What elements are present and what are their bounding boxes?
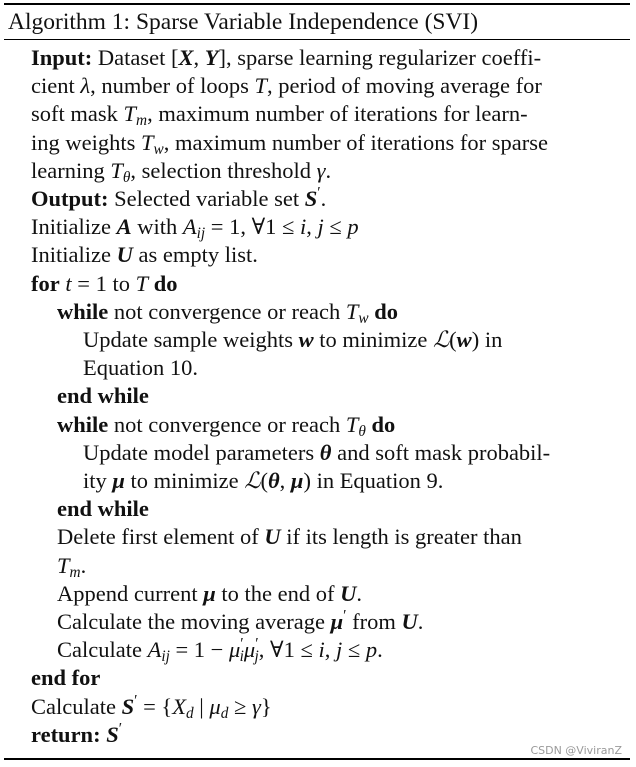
calc-s-text: Calculate [31, 693, 122, 719]
update-theta-eq: in Equation 9. [310, 468, 444, 494]
end-while-keyword: end while [57, 383, 149, 409]
algorithm-box [4, 3, 630, 760]
math-theta: θ [319, 439, 332, 465]
output-line [4, 185, 630, 213]
input-line2-b: , number of loops [90, 73, 255, 99]
math-Ttheta-while: $T_\theta$ [345, 411, 366, 440]
append-text: Append current [57, 580, 204, 606]
moving-average-text: Calculate the moving average [57, 609, 331, 635]
math-Tm: $T_m$ [123, 101, 148, 130]
math-mu-append: μ [203, 580, 216, 606]
math-mu: μ [112, 468, 125, 494]
math-U-delete: U [264, 524, 281, 550]
math-Tm-delete: $T_m$ [57, 552, 81, 581]
for-line [4, 270, 630, 298]
delete-block [4, 523, 630, 579]
end-for-line [4, 664, 630, 692]
update-theta-ity: ity [83, 468, 113, 494]
end-for-keyword: end for [31, 665, 101, 691]
append-period: . [356, 580, 362, 606]
update-theta-block [4, 439, 630, 495]
input-line2-a: cient [31, 73, 81, 99]
math-w: w [298, 327, 314, 353]
while-text: not convergence or reach [108, 411, 346, 437]
update-w-in: in [479, 327, 503, 353]
return-keyword: return: [31, 721, 101, 747]
while-line-2 [4, 411, 630, 439]
input-line2-c: , period of moving average for [266, 73, 542, 99]
math-gamma: γ [316, 157, 326, 183]
input-line3-a: soft mask [31, 101, 124, 127]
math-Tw-while: $T_w$ [345, 298, 369, 327]
do-keyword: do [371, 411, 396, 437]
for-keyword: for [31, 270, 60, 296]
math-L-w: ℒ(w) [432, 327, 480, 354]
math-t-eq-1: t = 1 [65, 270, 107, 296]
init-a-with: with [131, 214, 183, 240]
delete-period: . [80, 552, 87, 578]
input-line4-a: ing weights [31, 129, 141, 155]
update-theta-text: Update model parameters [83, 439, 320, 465]
calc-a-line [4, 636, 630, 664]
update-w-eq: Equation 10. [83, 355, 198, 381]
math-S-prime-return: S′ [106, 720, 123, 747]
math-mu-prime: μ′ [330, 607, 347, 635]
calc-s-line [4, 693, 630, 721]
append-line [4, 580, 630, 608]
end-while-keyword: end while [57, 496, 149, 522]
watermark: CSDN @ViviranZ [530, 744, 622, 757]
math-U-append: U [340, 580, 357, 606]
delete-rest: if its length is greater than [280, 524, 522, 550]
input-line4-b: , maximum number of iterations for sparse [163, 129, 548, 155]
input-line5-c: . [325, 157, 332, 183]
math-T: T [254, 73, 267, 99]
moving-average-period: . [417, 609, 424, 635]
update-w-minimize: to minimize [313, 327, 433, 353]
moving-average-from: from [346, 609, 402, 635]
append-rest: to the end of [215, 580, 341, 606]
algorithm-body [4, 40, 630, 749]
while-text: not convergence or reach [108, 298, 346, 324]
update-theta-rest: and soft mask probabil- [331, 439, 551, 465]
math-U: U [116, 242, 133, 268]
output-text: Selected variable set [108, 186, 305, 212]
while-line-1 [4, 298, 630, 326]
math-dataset: [X, Y] [171, 45, 227, 70]
init-u-text: Initialize [31, 242, 117, 268]
math-Ttheta: $T_\theta$ [110, 157, 131, 186]
math-Tw: $T_w$ [141, 129, 164, 158]
init-a-line [4, 213, 630, 241]
while-keyword: while [57, 298, 109, 324]
while-keyword: while [57, 411, 109, 437]
to-word: to [106, 270, 136, 296]
init-u-line [4, 241, 630, 269]
init-u-rest: as empty list. [132, 242, 258, 268]
end-while-1 [4, 382, 630, 410]
input-block [4, 44, 630, 185]
do-keyword: do [374, 298, 398, 324]
math-L-theta-mu: ℒ(θ, μ) [244, 468, 311, 495]
math-calc-a: $A_{ij} = 1 - \mu'_i\mu'_j$, ∀1 ≤ i, j ≤ p. [147, 635, 383, 666]
init-a-text: Initialize [31, 214, 117, 240]
math-U-moving: U [401, 609, 418, 635]
moving-average-line [4, 608, 630, 636]
update-theta-minimize: to minimize [124, 468, 245, 494]
input-text-a: Dataset [97, 45, 172, 70]
output-label: Output: [31, 186, 109, 212]
input-line3-b: , maximum number of iterations for learn- [147, 101, 528, 127]
end-while-2 [4, 495, 630, 523]
update-w-block [4, 326, 630, 382]
math-init-a-cond: $A_{ij} = 1$, ∀1 ≤ i, j ≤ p [182, 214, 359, 243]
input-label: Input: [31, 45, 93, 70]
math-lambda: λ [80, 73, 91, 99]
delete-text: Delete first element of [57, 524, 265, 550]
math-S-prime: S′. [304, 184, 327, 212]
input-line5-a: learning [31, 157, 111, 183]
input-line5-b: , selection threshold [130, 157, 317, 183]
algorithm-title: Algorithm 1: Sparse Variable Independence (SVI) [4, 5, 630, 40]
calc-a-text: Calculate [57, 637, 148, 663]
update-w-text: Update sample weights [83, 327, 299, 353]
math-T-for: T [135, 270, 149, 296]
math-calc-s: $S' = \{X_d$ | $\mu_d \ge \gamma$} [121, 692, 272, 722]
math-A: A [116, 214, 132, 240]
do-keyword: do [153, 270, 178, 296]
input-text-b: , sparse learning regularizer coeffi- [226, 45, 542, 70]
